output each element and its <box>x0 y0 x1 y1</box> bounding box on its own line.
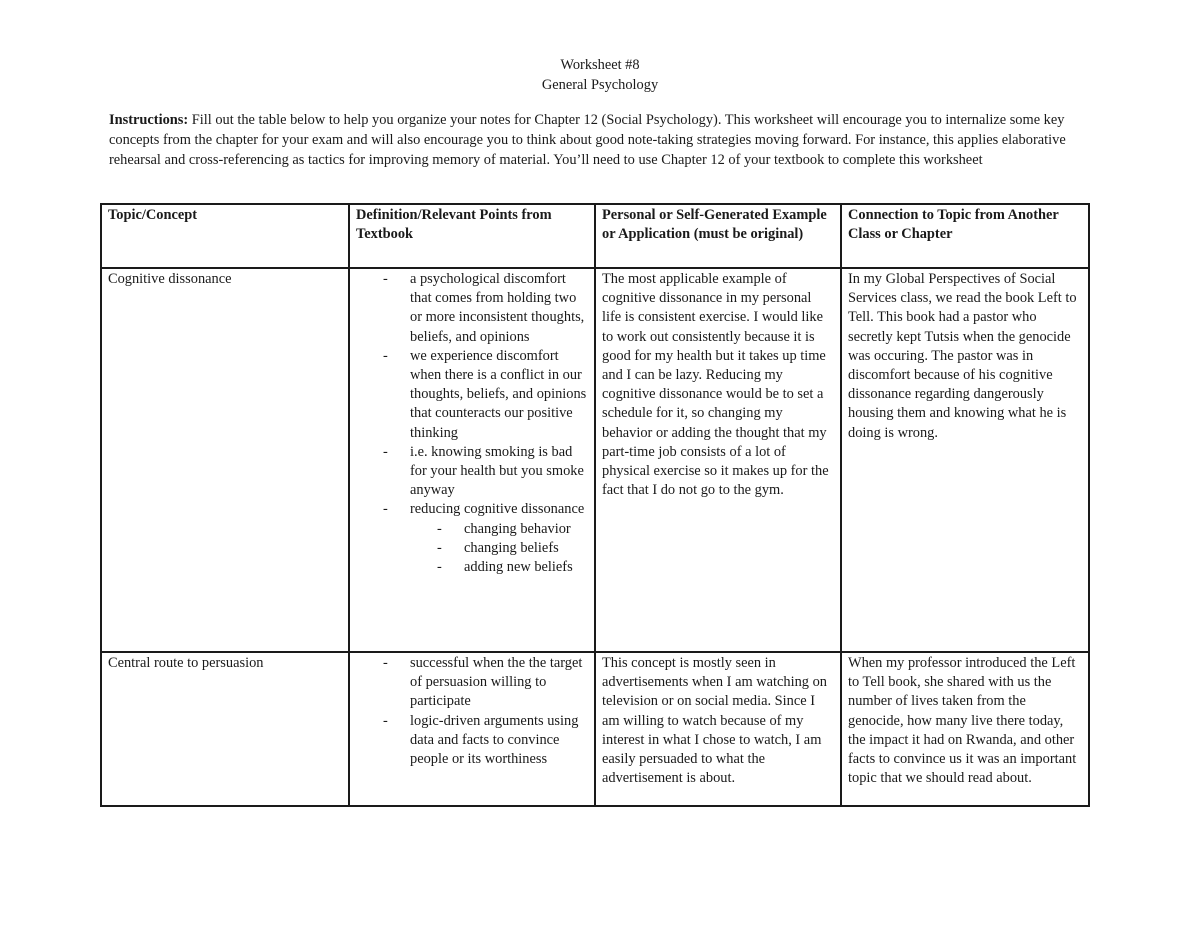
table-row <box>101 268 1089 652</box>
list-item: - i.e. knowing smoking is bad for your health but you smoke anyway <box>410 443 588 501</box>
list-item: - a psychological discomfort that comes from holding two or more inconsistent thoughts, beliefs, and opinions <box>410 270 588 347</box>
definition-list <box>356 654 588 769</box>
topic-cell: Central route to persuasion <box>101 652 349 806</box>
header-personal-example: Personal or Self-Generated Example or Application (must be original) <box>595 204 841 268</box>
document-header <box>0 56 1200 95</box>
instructions-text: Fill out the table below to help you organize your notes for Chapter 12 (Social Psychology). This worksheet will encourage you to internalize some key concepts from the chapter for your exam and will also encourage you to think about good note-taking strategies moving forward. For instance, this applies elaborative rehearsal and cross-referencing as tactics for improving memory of material. You’ll need to use Chapter 12 of your textbook to complete this worksheet <box>109 112 1066 168</box>
topic-cell: Cognitive dissonance <box>101 268 349 652</box>
instructions-label: Instructions: <box>109 112 189 128</box>
sub-list <box>410 520 588 578</box>
list-item: - successful when the the target of persuasion willing to participate <box>410 654 588 712</box>
header-topic-concept: Topic/Concept <box>101 204 349 268</box>
list-item: - we experience discomfort when there is a conflict in our thoughts, beliefs, and opinions that counteracts our positive thinking <box>410 347 588 443</box>
definition-cell <box>349 268 595 652</box>
worksheet-title: Worksheet #8 <box>560 57 640 73</box>
notes-table <box>100 203 1090 807</box>
connection-cell: When my professor introduced the Left to Tell book, she shared with us the number of lives taken from the genocide, how many live there today, the impact it had on Rwanda, and other facts to convince us it was an important topic that we should read about. <box>841 652 1089 806</box>
list-item <box>410 500 588 577</box>
list-item-text: reducing cognitive dissonance <box>410 501 585 518</box>
example-cell: This concept is mostly seen in advertisements when I am watching on television or on social media. Since I am willing to watch because of my interest in what I chose to watch, I am easily persuaded to what the advertisement is about. <box>595 652 841 806</box>
example-cell: The most applicable example of cognitive dissonance in my personal life is consistent exercise. I would like to work out consistently because it is good for my health but it takes up time and I can be lazy. Reducing my cognitive dissonance would be to set a schedule for it, so changing my behavior or adding the thought that my part-time job consists of a lot of physical exercise so it makes up for the fact that I do not go to the gym. <box>595 268 841 652</box>
list-item: - logic-driven arguments using data and facts to convince people or its worthiness <box>410 712 588 770</box>
definition-list <box>356 270 588 577</box>
instructions-paragraph <box>109 110 1099 170</box>
header-connection: Connection to Topic from Another Class or Chapter <box>841 204 1089 268</box>
sub-list-item: - changing beliefs <box>464 539 588 558</box>
course-title: General Psychology <box>541 76 659 93</box>
sub-list-item: - adding new beliefs <box>464 558 588 577</box>
header-definition: Definition/Relevant Points from Textbook <box>349 204 595 268</box>
connection-cell: In my Global Perspectives of Social Services class, we read the book Left to Tell. This book had a pastor who secretly kept Tutsis when the genocide was occuring. The pastor was in discomfort because of his cognitive dissonance regarding dangerously housing them and knowing what he is doing is wrong. <box>841 268 1089 652</box>
table-header-row <box>101 204 1089 268</box>
definition-cell <box>349 652 595 806</box>
sub-list-item: - changing behavior <box>464 520 588 539</box>
table-row <box>101 652 1089 806</box>
